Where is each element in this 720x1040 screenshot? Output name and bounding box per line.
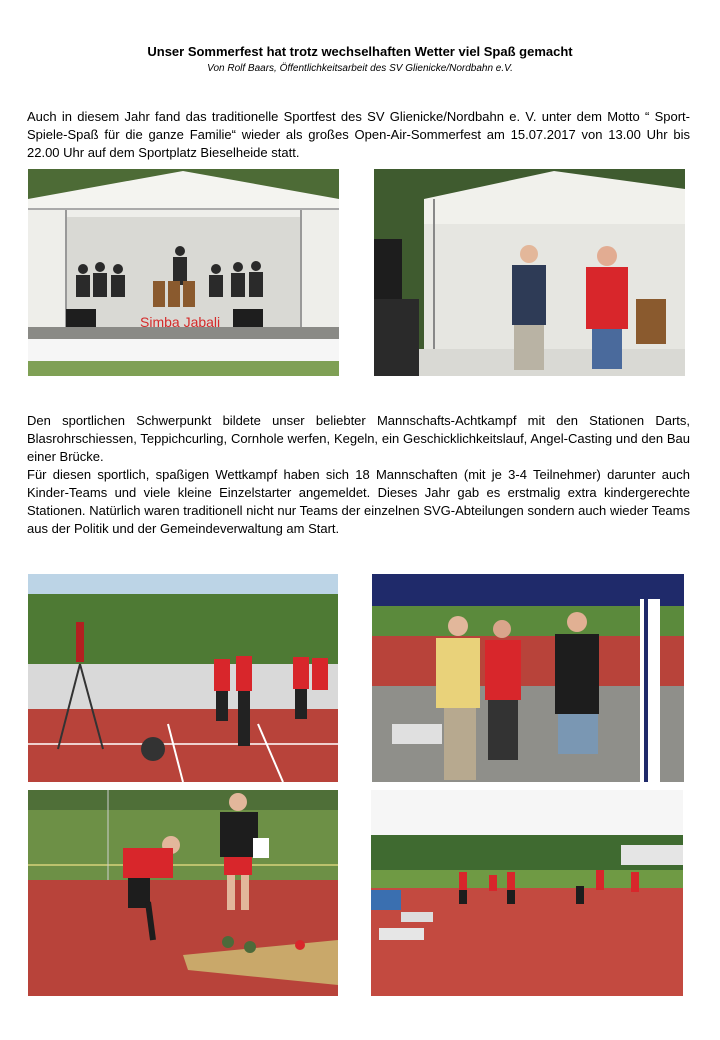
article-byline: Von Rolf Baars, Öffentlichkeitsarbeit des SV Glienicke/Nordbahn e.V.	[207, 63, 513, 74]
article-title: Unser Sommerfest hat trotz wechselhaften Wetter viel Spaß gemacht	[147, 44, 573, 59]
intro-text: Auch in diesem Jahr fand das traditionelle Sportfest des SV Glienicke/Nordbahn e. V. unter dem Motto “ Sport-Spiele-Spaß für die ganze Familie“ wieder als großes Open-Air-Sommerfest am 15.07.2017 von 13.00 Uhr bis 22.00 Uhr auf dem Sportplatz Bieselheide statt.	[27, 109, 690, 160]
body-paragraph-teams: Für diesen sportlich, spaßigen Wettkampf haben sich 18 Mannschaften (mit je 3-4 Teilnehmer) darunter auch Kinder-Teams und viele kleine Einzelstarter angemeldet. Dieses Jahr gab es erstmalig extra kindergerechte Stationen. Natürlich waren traditionell nicht nur Teams der einzelnen SVG-Abteilungen sondern auch wieder Teams aus der Politik und der Gemeindeverwaltung am Start.	[27, 467, 690, 536]
photo-stage-band	[28, 169, 339, 376]
band-name-overlay: Simba Jabali	[140, 314, 221, 330]
photo-bowling-station	[28, 790, 338, 996]
body-paragraph-stations: Den sportlichen Schwerpunkt bildete unser beliebter Mannschafts-Achtkampf mit den Stationen Darts, Blasrohrschiessen, Teppichcurling, Cornhole werfen, Kegeln, ein Geschicklichkeitslauf, Angel-Casting und den Bau einer Brücke.	[27, 413, 690, 464]
body-paragraphs	[27, 412, 690, 538]
photo-darts-station	[28, 574, 338, 782]
photo-speakers	[374, 169, 685, 376]
photo-blowpipe-station	[372, 574, 684, 782]
intro-paragraph	[27, 108, 690, 162]
photo-cornhole-field	[371, 790, 683, 996]
